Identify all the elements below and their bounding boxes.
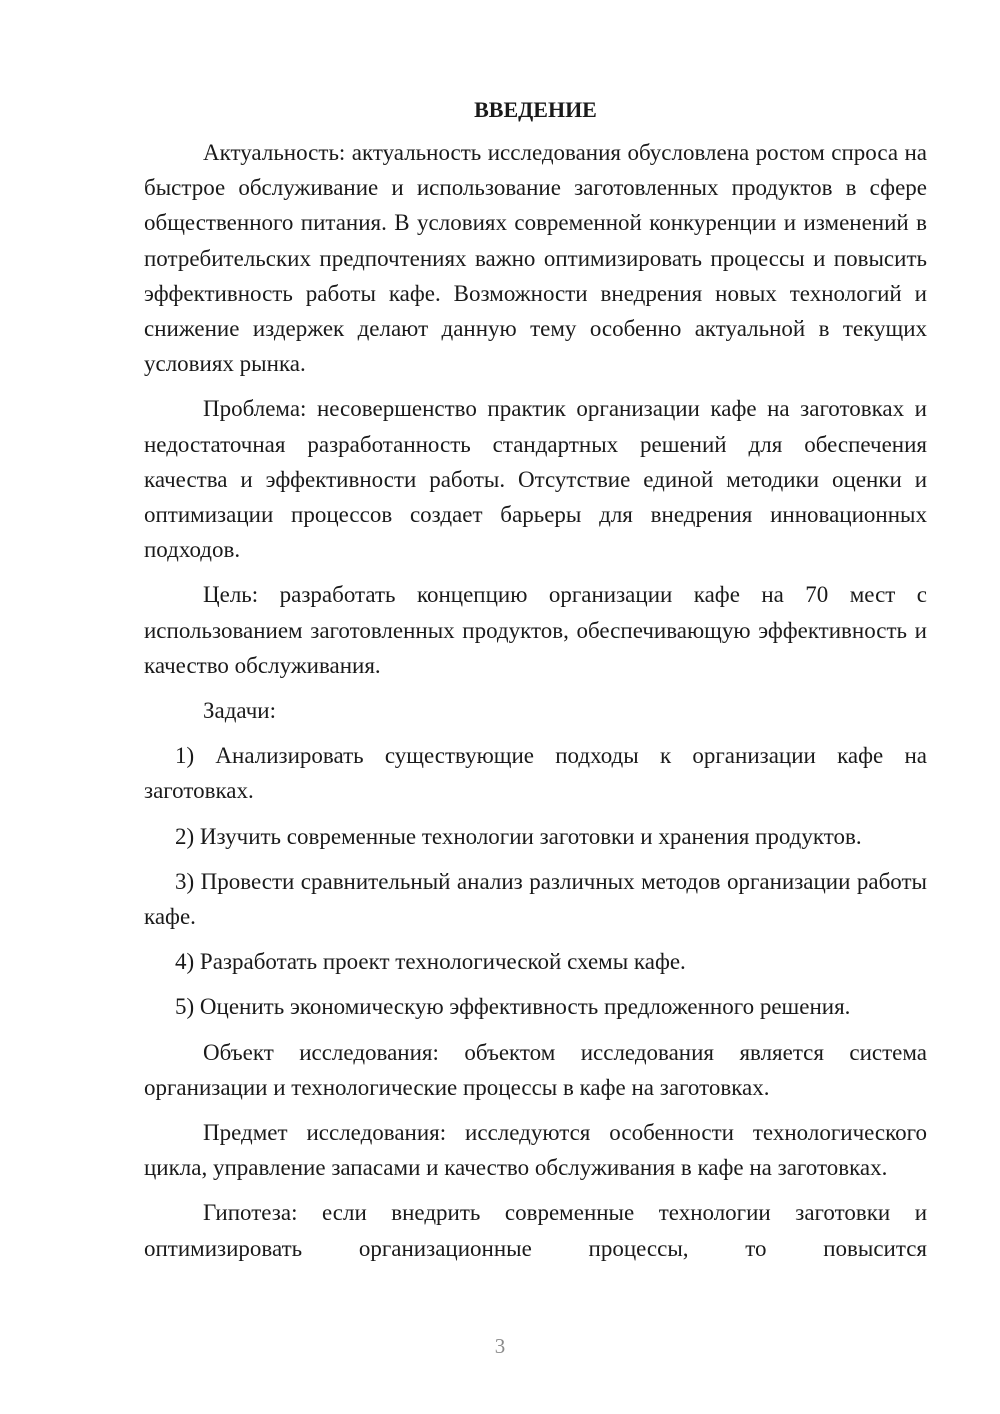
- task-item-3: 3) Провести сравнительный анализ различных методов организации работы кафе.: [144, 868, 927, 930]
- task-item-2: 2) Изучить современные технологии заготовки и хранения продуктов.: [175, 823, 862, 849]
- section-heading: ВВЕДЕНИЕ: [474, 97, 597, 122]
- tasks-label: Задачи:: [203, 698, 276, 724]
- object-paragraph: Объект исследования: объектом исследования является система организации и технологические процессы в кафе на заготовках.: [144, 1039, 927, 1100]
- subject-paragraph: Предмет исследования: исследуются особенности технологического цикла, управление запасами и качество обслуживания в кафе на заготовках.: [144, 1120, 927, 1181]
- problem-paragraph: Проблема: несовершенство практик организации кафе на заготовках и недостаточная разработанность стандартных решений для обеспечения качества и эффективности работы. Отсутствие единой методики оценки и оптимизации процессов создает барьеры для внедрения инновационных подходов.: [144, 396, 927, 563]
- page-number: 3: [494, 1334, 506, 1358]
- task-item-4: 4) Разработать проект технологической схемы кафе.: [175, 949, 686, 975]
- goal-paragraph: Цель: разработать концепцию организации кафе на 70 мест с использованием заготовленных продуктов, обеспечивающую эффективность и качество обслуживания.: [144, 582, 927, 678]
- hypothesis-paragraph: Гипотеза: если внедрить современные технологии заготовки и оптимизировать организационные процессы, то повысится: [144, 1200, 927, 1261]
- task-item-1: 1) Анализировать существующие подходы к организации кафе на заготовках.: [144, 743, 927, 804]
- page-content: [144, 92, 927, 1266]
- task-item-5: 5) Оценить экономическую эффективность предложенного решения.: [175, 994, 851, 1020]
- relevance-paragraph: Актуальность: актуальность исследования обусловлена ростом спроса на быстрое обслуживание и использование заготовленных продуктов в сфере общественного питания. В условиях современной конкуренции и изменений в потребительских предпочтениях важно оптимизировать процессы и повысить эффективность работы кафе. Возможности внедрения новых технологий и снижение издержек делают данную тему особенно актуальной в текущих условиях рынка.: [144, 140, 927, 377]
